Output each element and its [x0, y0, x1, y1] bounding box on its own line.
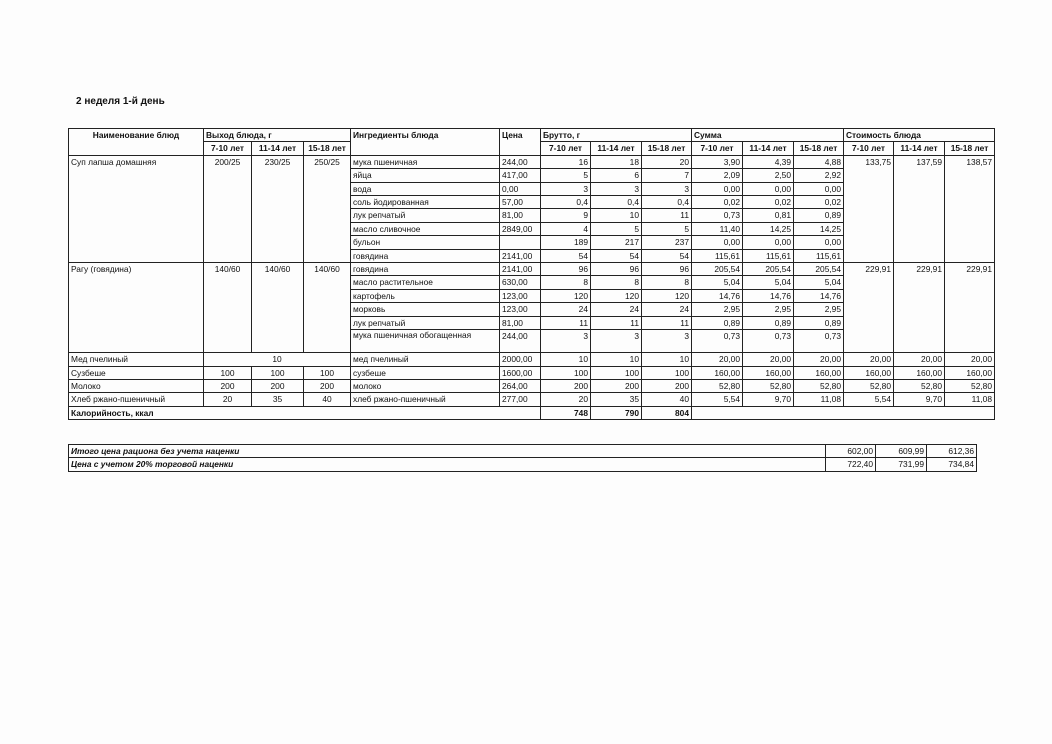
dish-yield: 200: [204, 379, 252, 392]
ingredient-gross: 24: [541, 303, 591, 316]
ingredient-sum: 0,00: [743, 236, 794, 249]
ingredient-price: 0,00: [500, 182, 541, 195]
header-age: 15-18 лет: [945, 142, 995, 155]
ration-table: [68, 128, 995, 420]
ingredient-name: соль йодированная: [351, 196, 500, 209]
dish-yield: 10: [204, 353, 351, 366]
totals-row: [69, 445, 977, 458]
ingredient-gross: 5: [541, 169, 591, 182]
dish-cost: 20,00: [844, 353, 894, 366]
dish-cost: 20,00: [945, 353, 995, 366]
header-age: 11-14 лет: [252, 142, 304, 155]
ingredient-gross: 96: [642, 263, 692, 276]
totals-label: Цена с учетом 20% торговой наценки: [69, 458, 826, 471]
ingredient-name: говядина: [351, 263, 500, 276]
ingredient-sum: 2,95: [692, 303, 743, 316]
ration-table-body: [69, 129, 995, 420]
ingredient-sum: 2,50: [743, 169, 794, 182]
dish-yield: 100: [304, 366, 351, 379]
ingredient-sum: 2,92: [794, 169, 844, 182]
ingredient-gross: 96: [541, 263, 591, 276]
totals-value: 602,00: [826, 445, 876, 458]
dish-cost: 5,54: [844, 393, 894, 406]
ingredient-gross: 120: [541, 289, 591, 302]
header-dish-name: Наименование блюд: [69, 129, 204, 156]
ingredient-gross: 3: [591, 330, 642, 353]
ingredient-sum: 4,39: [743, 155, 794, 168]
dish-yield: 140/60: [204, 263, 252, 353]
ingredient-sum: 9,70: [743, 393, 794, 406]
dish-cost: 160,00: [894, 366, 945, 379]
ingredient-name: говядина: [351, 249, 500, 262]
ingredient-sum: 205,54: [743, 263, 794, 276]
ingredient-name: масло растительное: [351, 276, 500, 289]
dish-yield: 100: [252, 366, 304, 379]
dish-cost: 160,00: [945, 366, 995, 379]
ingredient-sum: 20,00: [743, 353, 794, 366]
ingredient-sum: 205,54: [794, 263, 844, 276]
dish-yield: 100: [204, 366, 252, 379]
dish-cost: 52,80: [945, 379, 995, 392]
ingredient-sum: 2,95: [743, 303, 794, 316]
ingredient-sum: 0,00: [794, 182, 844, 195]
ingredient-sum: 2,09: [692, 169, 743, 182]
dish-yield: 40: [304, 393, 351, 406]
ingredient-sum: 0,00: [743, 182, 794, 195]
calories-empty: [692, 406, 995, 419]
totals-label: Итого цена рациона без учета наценки: [69, 445, 826, 458]
ingredient-price: 264,00: [500, 379, 541, 392]
header-row: [69, 129, 995, 142]
header-age: 7-10 лет: [541, 142, 591, 155]
ingredient-gross: 3: [642, 182, 692, 195]
ingredient-sum: 3,90: [692, 155, 743, 168]
dish-name: Сузбеше: [69, 366, 204, 379]
ingredient-gross: 8: [591, 276, 642, 289]
ingredient-gross: 100: [591, 366, 642, 379]
ingredient-price: 417,00: [500, 169, 541, 182]
header-age: 15-18 лет: [304, 142, 351, 155]
ingredient-name: морковь: [351, 303, 500, 316]
header-age: 7-10 лет: [844, 142, 894, 155]
totals-table: [68, 444, 977, 472]
ingredient-gross: 11: [591, 316, 642, 329]
ingredient-gross: 35: [591, 393, 642, 406]
ingredient-sum: 0,73: [692, 330, 743, 353]
totals-value: 722,40: [826, 458, 876, 471]
ingredient-name: мука пшеничная: [351, 155, 500, 168]
ingredient-gross: 54: [541, 249, 591, 262]
ingredient-sum: 0,02: [794, 196, 844, 209]
ingredient-name: картофель: [351, 289, 500, 302]
ingredient-price: 2141,00: [500, 263, 541, 276]
dish-cost: 9,70: [894, 393, 945, 406]
dish-yield: 200: [252, 379, 304, 392]
ingredient-gross: 3: [541, 330, 591, 353]
ingredient-gross: 6: [591, 169, 642, 182]
dish-yield: 200: [304, 379, 351, 392]
dish-cost: 11,08: [945, 393, 995, 406]
ingredient-row: [69, 263, 995, 276]
ingredient-sum: 14,76: [794, 289, 844, 302]
ingredient-sum: 11,08: [794, 393, 844, 406]
ingredient-gross: 11: [642, 209, 692, 222]
ingredient-gross: 5: [591, 222, 642, 235]
ingredient-gross: 54: [591, 249, 642, 262]
ingredient-sum: 0,73: [794, 330, 844, 353]
header-sum: Сумма: [692, 129, 844, 142]
ingredient-gross: 24: [591, 303, 642, 316]
ingredient-sum: 4,88: [794, 155, 844, 168]
ingredient-price: 2849,00: [500, 222, 541, 235]
ingredient-name: яйца: [351, 169, 500, 182]
ingredient-sum: 0,89: [794, 209, 844, 222]
ingredient-sum: 0,73: [743, 330, 794, 353]
ingredient-gross: 237: [642, 236, 692, 249]
ingredient-price: 2141,00: [500, 249, 541, 262]
dish-name: Молоко: [69, 379, 204, 392]
ingredient-gross: 0,4: [591, 196, 642, 209]
ingredient-name: хлеб ржано-пшеничный: [351, 393, 500, 406]
header-age: 11-14 лет: [591, 142, 642, 155]
ingredient-sum: 52,80: [692, 379, 743, 392]
ingredient-price: 57,00: [500, 196, 541, 209]
dish-cost: 138,57: [945, 155, 995, 262]
header-ingredients: Ингредиенты блюда: [351, 129, 500, 156]
ingredient-sum: 0,00: [692, 182, 743, 195]
dish-yield: 250/25: [304, 155, 351, 262]
ingredient-sum: 5,54: [692, 393, 743, 406]
dish-row: [69, 379, 995, 392]
header-age: 7-10 лет: [204, 142, 252, 155]
calories-value: 790: [591, 406, 642, 419]
ingredient-sum: 14,25: [794, 222, 844, 235]
ingredient-gross: 10: [642, 353, 692, 366]
ingredient-sum: 0,00: [692, 236, 743, 249]
dish-cost: 52,80: [894, 379, 945, 392]
ingredient-gross: 120: [642, 289, 692, 302]
ingredient-price: 1600,00: [500, 366, 541, 379]
ingredient-gross: 0,4: [642, 196, 692, 209]
ingredient-name: лук репчатый: [351, 316, 500, 329]
ingredient-sum: 14,76: [692, 289, 743, 302]
ingredient-name: лук репчатый: [351, 209, 500, 222]
ingredient-price: 81,00: [500, 209, 541, 222]
ingredient-sum: 0,89: [794, 316, 844, 329]
dish-row: [69, 353, 995, 366]
totals-table-body: [69, 445, 977, 472]
dish-name: Мед пчелиный: [69, 353, 204, 366]
header-age: 7-10 лет: [692, 142, 743, 155]
ingredient-gross: 4: [541, 222, 591, 235]
header-age: 11-14 лет: [743, 142, 794, 155]
header-gross: Брутто, г: [541, 129, 692, 142]
dish-cost: 52,80: [844, 379, 894, 392]
dish-yield: 35: [252, 393, 304, 406]
ingredient-gross: 100: [642, 366, 692, 379]
dish-cost: 229,91: [844, 263, 894, 353]
calories-value: 804: [642, 406, 692, 419]
dish-cost: 137,59: [894, 155, 945, 262]
dish-cost: 160,00: [844, 366, 894, 379]
header-age: 15-18 лет: [794, 142, 844, 155]
header-yield: Выход блюда, г: [204, 129, 351, 142]
dish-name: Хлеб ржано-пшеничный: [69, 393, 204, 406]
ingredient-gross: 10: [591, 353, 642, 366]
dish-yield: 140/60: [304, 263, 351, 353]
ingredient-gross: 9: [541, 209, 591, 222]
header-age: 11-14 лет: [894, 142, 945, 155]
ingredient-sum: 52,80: [794, 379, 844, 392]
header-dish-cost: Стоимость блюда: [844, 129, 995, 142]
ingredient-sum: 0,73: [692, 209, 743, 222]
dish-cost: 133,75: [844, 155, 894, 262]
ingredient-gross: 3: [541, 182, 591, 195]
totals-value: 609,99: [876, 445, 927, 458]
dish-yield: 200/25: [204, 155, 252, 262]
ingredient-name: бульон: [351, 236, 500, 249]
ingredient-price: 630,00: [500, 276, 541, 289]
ingredient-price: 244,00: [500, 155, 541, 168]
ingredient-name: сузбеше: [351, 366, 500, 379]
ingredient-gross: 200: [642, 379, 692, 392]
dish-cost: 229,91: [945, 263, 995, 353]
dish-yield: 20: [204, 393, 252, 406]
header-price: Цена: [500, 129, 541, 156]
ingredient-gross: 3: [591, 182, 642, 195]
ingredient-gross: 20: [642, 155, 692, 168]
ingredient-sum: 5,04: [794, 276, 844, 289]
totals-value: 731,99: [876, 458, 927, 471]
ingredient-name: вода: [351, 182, 500, 195]
ingredient-price: 244,00: [500, 330, 541, 353]
ingredient-price: 81,00: [500, 316, 541, 329]
dish-yield: 140/60: [252, 263, 304, 353]
ingredient-name: мука пшеничная обогащенная: [351, 330, 500, 353]
ingredient-gross: 16: [541, 155, 591, 168]
ingredient-name: молоко: [351, 379, 500, 392]
ingredient-gross: 3: [642, 330, 692, 353]
ingredient-sum: 20,00: [794, 353, 844, 366]
ingredient-sum: 52,80: [743, 379, 794, 392]
ingredient-sum: 0,81: [743, 209, 794, 222]
ingredient-gross: 120: [591, 289, 642, 302]
ingredient-gross: 10: [541, 353, 591, 366]
ingredient-sum: 5,04: [692, 276, 743, 289]
ingredient-sum: 160,00: [743, 366, 794, 379]
ingredient-sum: 0,02: [743, 196, 794, 209]
ingredient-sum: 0,00: [794, 236, 844, 249]
dish-cost: 229,91: [894, 263, 945, 353]
ingredient-sum: 115,61: [743, 249, 794, 262]
ingredient-gross: 7: [642, 169, 692, 182]
ingredient-name: масло сливочное: [351, 222, 500, 235]
calories-value: 748: [541, 406, 591, 419]
ingredient-gross: 18: [591, 155, 642, 168]
ingredient-sum: 0,02: [692, 196, 743, 209]
ingredient-gross: 11: [541, 316, 591, 329]
ingredient-gross: 96: [591, 263, 642, 276]
ingredient-sum: 160,00: [692, 366, 743, 379]
ingredient-sum: 160,00: [794, 366, 844, 379]
ingredient-gross: 5: [642, 222, 692, 235]
ingredient-name: мед пчелиный: [351, 353, 500, 366]
ingredient-sum: 5,04: [743, 276, 794, 289]
ingredient-gross: 24: [642, 303, 692, 316]
ingredient-row: [69, 155, 995, 168]
ingredient-gross: 200: [541, 379, 591, 392]
ingredient-gross: 8: [642, 276, 692, 289]
ingredient-price: 123,00: [500, 303, 541, 316]
ingredient-price: 277,00: [500, 393, 541, 406]
ingredient-price: 2000,00: [500, 353, 541, 366]
header-age: 15-18 лет: [642, 142, 692, 155]
dish-row: [69, 393, 995, 406]
calories-row: [69, 406, 995, 419]
ingredient-price: 123,00: [500, 289, 541, 302]
totals-value: 612,36: [927, 445, 977, 458]
totals-value: 734,84: [927, 458, 977, 471]
totals-row: [69, 458, 977, 471]
dish-yield: 230/25: [252, 155, 304, 262]
ingredient-gross: 54: [642, 249, 692, 262]
ingredient-sum: 0,89: [743, 316, 794, 329]
ingredient-gross: 0,4: [541, 196, 591, 209]
ingredient-sum: 14,76: [743, 289, 794, 302]
dish-name: Суп лапша домашняя: [69, 155, 204, 262]
page-heading: 2 неделя 1-й день: [76, 96, 165, 107]
ingredient-price: [500, 236, 541, 249]
ingredient-sum: 14,25: [743, 222, 794, 235]
ingredient-sum: 20,00: [692, 353, 743, 366]
ingredient-gross: 200: [591, 379, 642, 392]
ingredient-sum: 11,40: [692, 222, 743, 235]
ingredient-gross: 217: [591, 236, 642, 249]
dish-row: [69, 366, 995, 379]
ingredient-gross: 40: [642, 393, 692, 406]
calories-label: Калорийность, ккал: [69, 406, 541, 419]
dish-cost: 20,00: [894, 353, 945, 366]
ingredient-gross: 11: [642, 316, 692, 329]
ingredient-sum: 115,61: [692, 249, 743, 262]
ingredient-gross: 100: [541, 366, 591, 379]
ingredient-gross: 8: [541, 276, 591, 289]
ingredient-sum: 2,95: [794, 303, 844, 316]
ingredient-sum: 205,54: [692, 263, 743, 276]
ingredient-gross: 10: [591, 209, 642, 222]
ingredient-sum: 0,89: [692, 316, 743, 329]
dish-name: Рагу (говядина): [69, 263, 204, 353]
ingredient-gross: 189: [541, 236, 591, 249]
ingredient-gross: 20: [541, 393, 591, 406]
ingredient-sum: 115,61: [794, 249, 844, 262]
